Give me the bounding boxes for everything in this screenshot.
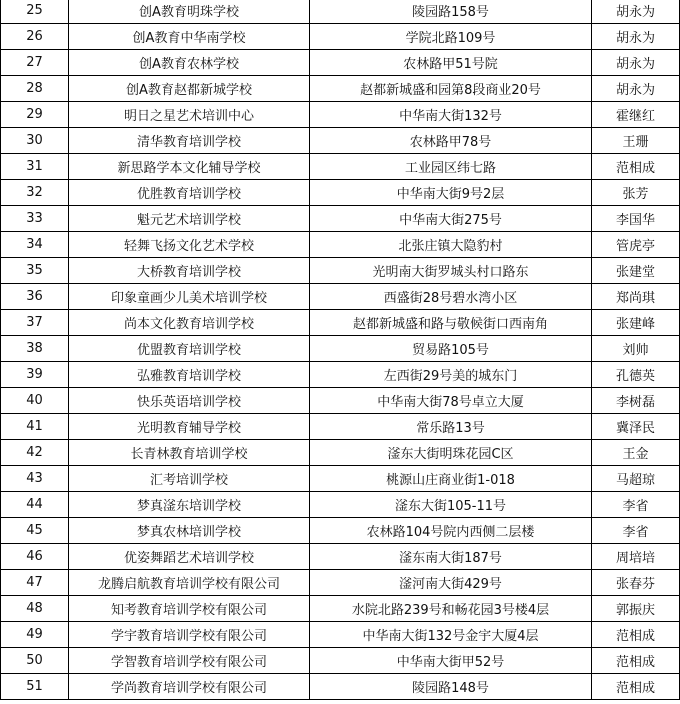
table-row <box>1 466 680 492</box>
table-body <box>1 0 680 700</box>
address-cell: 中华南大街132号金宇大厦4层 <box>310 622 592 648</box>
address-cell: 中华南大街甲52号 <box>310 648 592 674</box>
school-name-cell: 梦真农林培训学校 <box>69 518 310 544</box>
table-row <box>1 128 680 154</box>
contact-person-cell: 王金 <box>592 440 680 466</box>
row-number-cell: 31 <box>1 154 69 180</box>
row-number-cell: 28 <box>1 76 69 102</box>
contact-person-cell: 胡永为 <box>592 50 680 76</box>
row-number-cell: 39 <box>1 362 69 388</box>
table-row <box>1 518 680 544</box>
address-cell: 中华南大街132号 <box>310 102 592 128</box>
school-name-cell: 知考教育培训学校有限公司 <box>69 596 310 622</box>
contact-person-cell: 胡永为 <box>592 0 680 24</box>
school-name-cell: 轻舞飞扬文化艺术学校 <box>69 232 310 258</box>
table-row <box>1 50 680 76</box>
school-name-cell: 弘雅教育培训学校 <box>69 362 310 388</box>
school-name-cell: 学智教育培训学校有限公司 <box>69 648 310 674</box>
row-number-cell: 25 <box>1 0 69 24</box>
school-name-cell: 创A教育中华南学校 <box>69 24 310 50</box>
school-name-cell: 龙腾启航教育培训学校有限公司 <box>69 570 310 596</box>
address-cell: 赵都新城盛和园第8段商业20号 <box>310 76 592 102</box>
address-cell: 左西街29号美的城东门 <box>310 362 592 388</box>
contact-person-cell: 李省 <box>592 518 680 544</box>
address-cell: 滏河南大街429号 <box>310 570 592 596</box>
address-cell: 滏东大街明珠花园C区 <box>310 440 592 466</box>
contact-person-cell: 李国华 <box>592 206 680 232</box>
row-number-cell: 26 <box>1 24 69 50</box>
table-row <box>1 284 680 310</box>
contact-person-cell: 胡永为 <box>592 76 680 102</box>
contact-person-cell: 胡永为 <box>592 24 680 50</box>
table-row <box>1 544 680 570</box>
row-number-cell: 50 <box>1 648 69 674</box>
row-number-cell: 44 <box>1 492 69 518</box>
school-name-cell: 长青林教育培训学校 <box>69 440 310 466</box>
school-name-cell: 尚本文化教育培训学校 <box>69 310 310 336</box>
school-name-cell: 优胜教育培训学校 <box>69 180 310 206</box>
address-cell: 滏东南大街187号 <box>310 544 592 570</box>
row-number-cell: 43 <box>1 466 69 492</box>
address-cell: 滏东大街105-11号 <box>310 492 592 518</box>
table-row <box>1 154 680 180</box>
school-name-cell: 汇考培训学校 <box>69 466 310 492</box>
table-row <box>1 414 680 440</box>
row-number-cell: 41 <box>1 414 69 440</box>
contact-person-cell: 李省 <box>592 492 680 518</box>
contact-person-cell: 范相成 <box>592 674 680 700</box>
row-number-cell: 30 <box>1 128 69 154</box>
school-name-cell: 快乐英语培训学校 <box>69 388 310 414</box>
school-name-cell: 光明教育辅导学校 <box>69 414 310 440</box>
address-cell: 西盛街28号碧水湾小区 <box>310 284 592 310</box>
row-number-cell: 51 <box>1 674 69 700</box>
table-row <box>1 0 680 24</box>
school-name-cell: 大桥教育培训学校 <box>69 258 310 284</box>
table-row <box>1 76 680 102</box>
row-number-cell: 32 <box>1 180 69 206</box>
row-number-cell: 38 <box>1 336 69 362</box>
address-cell: 北张庄镇大隐豹村 <box>310 232 592 258</box>
contact-person-cell: 张春芬 <box>592 570 680 596</box>
school-name-cell: 创A教育农林学校 <box>69 50 310 76</box>
contact-person-cell: 范相成 <box>592 154 680 180</box>
contact-person-cell: 张建峰 <box>592 310 680 336</box>
address-cell: 中华南大街78号卓立大厦 <box>310 388 592 414</box>
address-cell: 陵园路148号 <box>310 674 592 700</box>
address-cell: 中华南大街9号2层 <box>310 180 592 206</box>
contact-person-cell: 郭振庆 <box>592 596 680 622</box>
contact-person-cell: 郑尚琪 <box>592 284 680 310</box>
address-cell: 桃源山庄商业街1-018 <box>310 466 592 492</box>
table-row <box>1 258 680 284</box>
row-number-cell: 48 <box>1 596 69 622</box>
school-name-cell: 优姿舞蹈艺术培训学校 <box>69 544 310 570</box>
table-row <box>1 310 680 336</box>
table-row <box>1 232 680 258</box>
row-number-cell: 29 <box>1 102 69 128</box>
address-cell: 农林路甲51号院 <box>310 50 592 76</box>
contact-person-cell: 孔德英 <box>592 362 680 388</box>
row-number-cell: 45 <box>1 518 69 544</box>
address-cell: 贸易路105号 <box>310 336 592 362</box>
contact-person-cell: 李树磊 <box>592 388 680 414</box>
contact-person-cell: 马超琼 <box>592 466 680 492</box>
table-row <box>1 648 680 674</box>
school-name-cell: 优盟教育培训学校 <box>69 336 310 362</box>
row-number-cell: 46 <box>1 544 69 570</box>
school-name-cell: 新思路学本文化辅导学校 <box>69 154 310 180</box>
school-name-cell: 魁元艺术培训学校 <box>69 206 310 232</box>
address-cell: 学院北路109号 <box>310 24 592 50</box>
table-row <box>1 622 680 648</box>
school-name-cell: 印象童画少儿美术培训学校 <box>69 284 310 310</box>
school-name-cell: 清华教育培训学校 <box>69 128 310 154</box>
table-row <box>1 492 680 518</box>
table-row <box>1 440 680 466</box>
contact-person-cell: 张建堂 <box>592 258 680 284</box>
contact-person-cell: 王珊 <box>592 128 680 154</box>
table-row <box>1 362 680 388</box>
contact-person-cell: 张芳 <box>592 180 680 206</box>
row-number-cell: 40 <box>1 388 69 414</box>
contact-person-cell: 刘帅 <box>592 336 680 362</box>
table-row <box>1 388 680 414</box>
address-cell: 光明南大街罗城头村口路东 <box>310 258 592 284</box>
row-number-cell: 49 <box>1 622 69 648</box>
contact-person-cell: 管虎亭 <box>592 232 680 258</box>
row-number-cell: 42 <box>1 440 69 466</box>
row-number-cell: 33 <box>1 206 69 232</box>
address-cell: 陵园路158号 <box>310 0 592 24</box>
table-row <box>1 674 680 700</box>
contact-person-cell: 范相成 <box>592 648 680 674</box>
contact-person-cell: 范相成 <box>592 622 680 648</box>
school-name-cell: 创A教育明珠学校 <box>69 0 310 24</box>
row-number-cell: 36 <box>1 284 69 310</box>
school-name-cell: 学尚教育培训学校有限公司 <box>69 674 310 700</box>
address-cell: 水院北路239号和畅花园3号楼4层 <box>310 596 592 622</box>
address-cell: 农林路104号院内西侧二层楼 <box>310 518 592 544</box>
table-row <box>1 596 680 622</box>
address-cell: 常乐路13号 <box>310 414 592 440</box>
address-cell: 工业园区纬七路 <box>310 154 592 180</box>
table-row <box>1 102 680 128</box>
school-name-cell: 创A教育赵都新城学校 <box>69 76 310 102</box>
table-row <box>1 570 680 596</box>
contact-person-cell: 霍继红 <box>592 102 680 128</box>
contact-person-cell: 冀泽民 <box>592 414 680 440</box>
row-number-cell: 34 <box>1 232 69 258</box>
row-number-cell: 47 <box>1 570 69 596</box>
school-name-cell: 学宇教育培训学校有限公司 <box>69 622 310 648</box>
table-row <box>1 336 680 362</box>
address-cell: 农林路甲78号 <box>310 128 592 154</box>
row-number-cell: 35 <box>1 258 69 284</box>
school-name-cell: 明日之星艺术培训中心 <box>69 102 310 128</box>
address-cell: 中华南大街275号 <box>310 206 592 232</box>
row-number-cell: 27 <box>1 50 69 76</box>
table-row <box>1 180 680 206</box>
row-number-cell: 37 <box>1 310 69 336</box>
table-row <box>1 206 680 232</box>
table-row <box>1 24 680 50</box>
contact-person-cell: 周培培 <box>592 544 680 570</box>
address-cell: 赵都新城盛和路与敬候街口西南角 <box>310 310 592 336</box>
school-name-cell: 梦真滏东培训学校 <box>69 492 310 518</box>
